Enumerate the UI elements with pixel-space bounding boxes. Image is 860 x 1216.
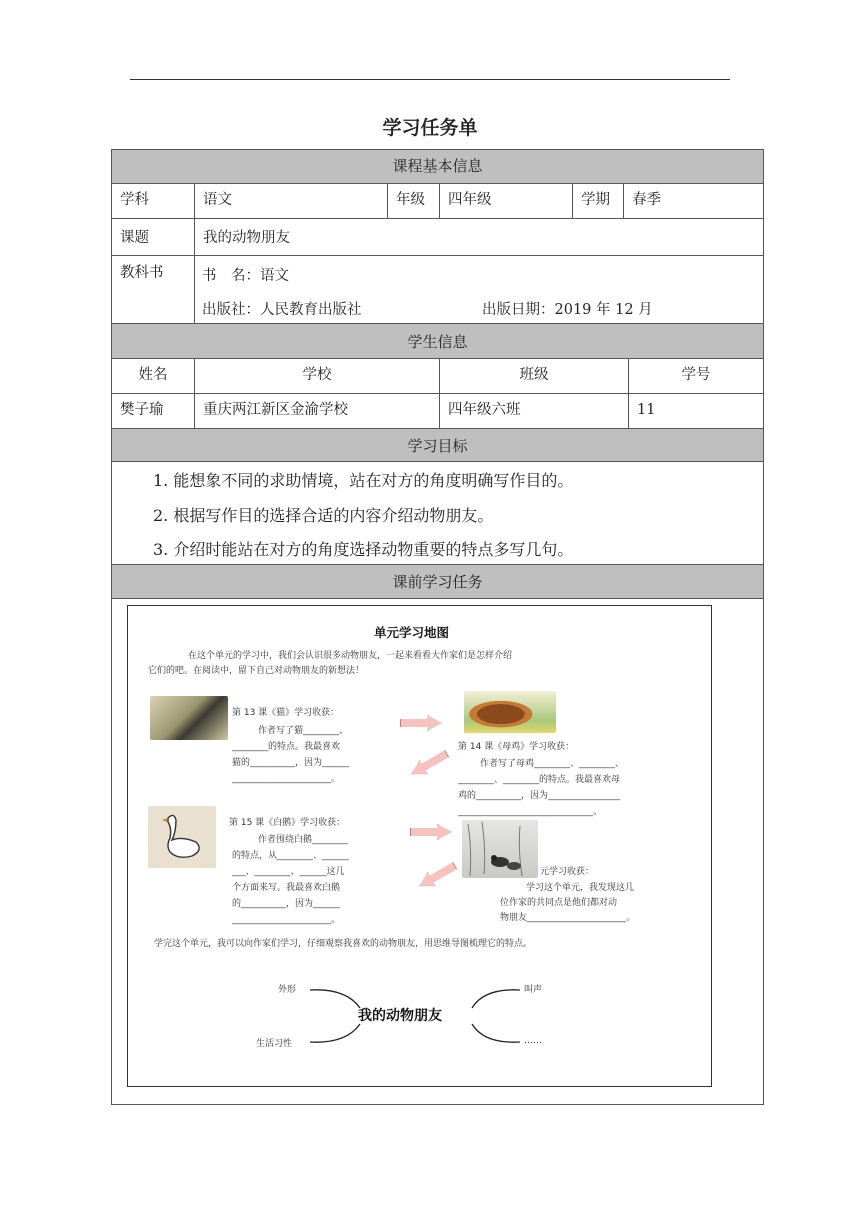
term-label: 学期: [572, 183, 624, 219]
publisher: 出版社：人民教育出版社: [202, 302, 362, 318]
unit-learning-map: [127, 605, 712, 1087]
lesson15-text: 个方面来写。我最喜欢白鹅: [232, 883, 341, 893]
map-title: 单元学习地图: [374, 625, 450, 640]
lesson13-text: ______________________。: [232, 774, 341, 784]
lesson13-text: 第 13 课《猫》学习收获：: [232, 708, 340, 718]
lesson15-text: 的__________，因为______: [232, 899, 341, 909]
page-title: 学习任务单: [382, 117, 478, 139]
unit-summary-text: 学习这个单元，我发现这几: [526, 883, 635, 893]
mind-node-sound: 叫声: [524, 985, 543, 995]
topic-value: 我的动物朋友: [194, 218, 764, 256]
lesson14-text: ________、________的特点。我最喜欢母: [458, 775, 621, 785]
goal-item: 1. 能想象不同的求助情境，站在对方的角度明确写作目的。: [153, 471, 574, 490]
mind-map-center: 我的动物朋友: [358, 1008, 442, 1024]
student-header-name: 姓名: [111, 358, 195, 394]
unit-summary-text: 元学习收获：: [540, 867, 595, 877]
lesson15-text: 第 15 课《白鹅》学习收获：: [229, 818, 346, 828]
section-pretask: 课前学习任务: [111, 564, 764, 599]
lesson15-text: ___、________、______这几: [232, 867, 345, 877]
student-header-school: 学校: [194, 358, 440, 394]
grade-label: 年级: [387, 183, 440, 219]
lesson15-text: 的特点，从________、______: [232, 851, 350, 861]
term-value: 春季: [623, 183, 764, 219]
student-name: 樊子瑜: [111, 393, 195, 429]
subject-value: 语文: [194, 183, 388, 219]
student-header-id: 学号: [628, 358, 764, 394]
goal-item: 2. 根据写作目的选择合适的内容介绍动物朋友。: [153, 506, 494, 525]
mind-node-more: ……: [524, 1036, 542, 1046]
subject-label: 学科: [111, 183, 195, 219]
topic-label: 课题: [111, 218, 195, 256]
lesson13-text: ________的特点。我最喜欢: [232, 742, 341, 752]
student-header-class: 班级: [439, 358, 629, 394]
section-goals: 学习目标: [111, 428, 764, 462]
student-class: 四年级六班: [439, 393, 629, 429]
section-student-info: 学生信息: [111, 323, 764, 359]
section-course-info: 课程基本信息: [111, 149, 764, 184]
student-id: 11: [628, 393, 764, 429]
lesson15-text: ______________________。: [232, 915, 341, 925]
lesson13-text: 猫的__________，因为______: [232, 758, 350, 768]
lesson13-text: 作者写了猫________、: [258, 726, 349, 736]
unit-summary-text: 物朋友______________________。: [500, 913, 636, 923]
header-rule: [130, 79, 730, 80]
book-name: 书 名：语文: [202, 268, 289, 284]
grade-value: 四年级: [439, 183, 573, 219]
lesson14-text: 鸡的__________，因为________________: [458, 791, 621, 801]
lesson14-text: ______________________________。: [458, 807, 603, 817]
unit-summary-text: 位作家的共同点是他们都对动: [500, 898, 618, 908]
lesson14-text: 第 14 课《母鸡》学习收获：: [458, 742, 575, 752]
closing-instruction: 学完这个单元，我可以向作家们学习，仔细观察我喜欢的动物朋友，用思维导图梳理它的特点。: [154, 939, 533, 949]
goal-item: 3. 介绍时能站在对方的角度选择动物重要的特点多写几句。: [153, 540, 574, 559]
mind-node-habits: 生活习性: [256, 1039, 293, 1049]
mind-node-appearance: 外形: [278, 985, 297, 995]
lesson14-text: 作者写了母鸡________、________、: [480, 759, 625, 769]
lesson15-text: 作者围绕白鹅________: [258, 835, 349, 845]
map-intro: 在这个单元的学习中，我们会认识很多动物朋友，一起来看看大作家们是怎样介绍: [188, 651, 513, 661]
publish-date: 出版日期：2019 年 12 月: [482, 302, 653, 318]
student-school: 重庆两江新区金渝学校: [194, 393, 440, 429]
textbook-label: 教科书: [111, 255, 195, 324]
map-intro: 它们的吧。在阅读中，留下自己对动物朋友的新想法！: [148, 666, 365, 676]
